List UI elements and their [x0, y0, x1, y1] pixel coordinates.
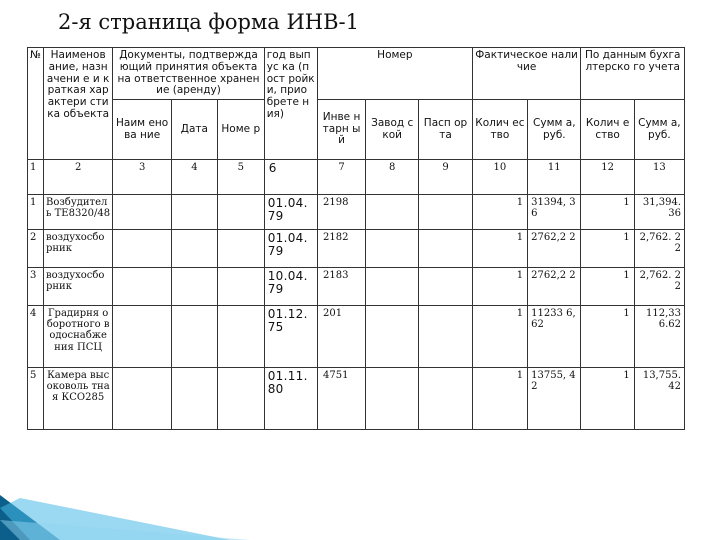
- row-doc-name: [113, 195, 172, 230]
- row-doc-number: [217, 268, 264, 306]
- row-inventory: 201: [318, 306, 366, 368]
- row-name: Градирня оборотного водоснабже ния ПСЦ: [43, 306, 112, 368]
- column-number: 6: [264, 160, 317, 195]
- row-passport: [419, 268, 472, 306]
- row-acc-qty: 1: [581, 368, 634, 430]
- row-name: воздухосбо рник: [43, 268, 112, 306]
- column-number: 9: [419, 160, 472, 195]
- subheader-doc-date: Дата: [171, 100, 217, 160]
- page-title: 2-я страница форма ИНВ-1: [58, 10, 359, 34]
- header-year: год выпус ка (пост ройк и, прио брете ния): [264, 48, 317, 160]
- row-doc-number: [217, 230, 264, 268]
- row-factory: [366, 306, 419, 368]
- subheader-factory: Завод ской: [366, 100, 419, 160]
- row-doc-name: [113, 368, 172, 430]
- row-doc-date: [171, 368, 217, 430]
- row-factory: [366, 230, 419, 268]
- subheader-acc-sum: Сумм а, руб.: [634, 100, 684, 160]
- subheader-actual-sum: Сумм а, руб.: [528, 100, 581, 160]
- column-number: 10: [472, 160, 527, 195]
- header-actual: Фактическое наличие: [472, 48, 581, 100]
- column-number: 11: [528, 160, 581, 195]
- row-sum: 2762,2 2: [528, 230, 581, 268]
- column-number: 4: [171, 160, 217, 195]
- table-row: [28, 306, 685, 368]
- subheader-doc-name: Наим енова ние: [113, 100, 172, 160]
- row-acc-sum: 2,762. 22: [634, 268, 684, 306]
- subheader-actual-qty: Колич ество: [472, 100, 527, 160]
- row-doc-date: [171, 306, 217, 368]
- row-year: 01.04. 79: [264, 195, 317, 230]
- row-factory: [366, 368, 419, 430]
- header-name: Наименов ание, назначени е и краткая характери стика объекта: [43, 48, 112, 160]
- table-row: [28, 268, 685, 306]
- row-acc-qty: 1: [581, 268, 634, 306]
- column-number-row: [28, 160, 685, 195]
- row-acc-sum: 112,33 6.62: [634, 306, 684, 368]
- row-doc-number: [217, 368, 264, 430]
- row-factory: [366, 268, 419, 306]
- row-acc-qty: 1: [581, 230, 634, 268]
- row-factory: [366, 195, 419, 230]
- row-doc-number: [217, 195, 264, 230]
- table-row: [28, 368, 685, 430]
- row-year: 10.04. 79: [264, 268, 317, 306]
- subheader-doc-number: Номе р: [217, 100, 264, 160]
- header-row: [28, 48, 685, 100]
- row-passport: [419, 368, 472, 430]
- row-index: 3: [28, 268, 44, 306]
- row-doc-date: [171, 195, 217, 230]
- row-doc-number: [217, 306, 264, 368]
- header-documents: Документы, подтверждающий принятия объекта на ответственное хранение (аренду): [113, 48, 264, 100]
- row-doc-name: [113, 230, 172, 268]
- column-number: 12: [581, 160, 634, 195]
- row-doc-name: [113, 306, 172, 368]
- row-acc-sum: 2,762. 22: [634, 230, 684, 268]
- row-inventory: 2183: [318, 268, 366, 306]
- row-sum: 2762,2 2: [528, 268, 581, 306]
- row-acc-qty: 1: [581, 195, 634, 230]
- column-number: 2: [43, 160, 112, 195]
- row-inventory: 4751: [318, 368, 366, 430]
- row-passport: [419, 230, 472, 268]
- row-acc-qty: 1: [581, 306, 634, 368]
- column-number: 8: [366, 160, 419, 195]
- row-passport: [419, 195, 472, 230]
- inventory-form-table: [27, 47, 685, 430]
- column-number: 13: [634, 160, 684, 195]
- header-number: Номер: [318, 48, 473, 100]
- column-number: 7: [318, 160, 366, 195]
- row-doc-date: [171, 268, 217, 306]
- subheader-inventory: Инве нтарн ый: [318, 100, 366, 160]
- row-name: воздухосбо рник: [43, 230, 112, 268]
- table-row: [28, 195, 685, 230]
- row-doc-date: [171, 230, 217, 268]
- row-sum: 11233 6,62: [528, 306, 581, 368]
- row-qty: 1: [472, 230, 527, 268]
- row-year: 01.12. 75: [264, 306, 317, 368]
- row-index: 2: [28, 230, 44, 268]
- row-name: Камера высоковоль тная КСО285: [43, 368, 112, 430]
- row-acc-sum: 13,755. 42: [634, 368, 684, 430]
- corner-decoration: [0, 440, 260, 540]
- row-doc-name: [113, 268, 172, 306]
- subheader-row: [28, 100, 685, 160]
- column-number: 3: [113, 160, 172, 195]
- row-sum: 31394, 36: [528, 195, 581, 230]
- header-no: №: [28, 48, 44, 160]
- row-passport: [419, 306, 472, 368]
- row-index: 4: [28, 306, 44, 368]
- row-index: 5: [28, 368, 44, 430]
- row-qty: 1: [472, 268, 527, 306]
- row-year: 01.11. 80: [264, 368, 317, 430]
- header-accounting: По данным бухгалтерско го учета: [581, 48, 685, 100]
- row-acc-sum: 31,394. 36: [634, 195, 684, 230]
- row-index: 1: [28, 195, 44, 230]
- row-year: 01.04. 79: [264, 230, 317, 268]
- row-qty: 1: [472, 195, 527, 230]
- row-sum: 13755, 42: [528, 368, 581, 430]
- subheader-passport: Пасп орта: [419, 100, 472, 160]
- row-name: Возбудител ь ТЕ8320/48: [43, 195, 112, 230]
- column-number: 1: [28, 160, 44, 195]
- table-row: [28, 230, 685, 268]
- row-qty: 1: [472, 368, 527, 430]
- row-qty: 1: [472, 306, 527, 368]
- column-number: 5: [217, 160, 264, 195]
- row-inventory: 2198: [318, 195, 366, 230]
- subheader-acc-qty: Колич ество: [581, 100, 634, 160]
- row-inventory: 2182: [318, 230, 366, 268]
